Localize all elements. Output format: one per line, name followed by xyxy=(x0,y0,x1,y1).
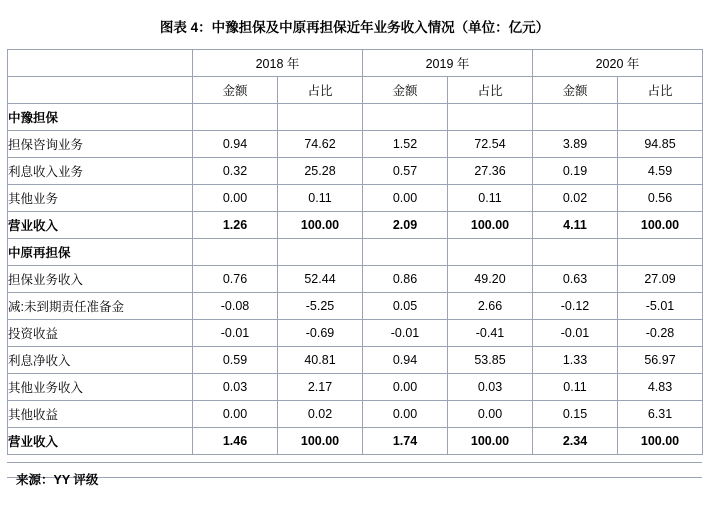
row-value: 2.17 xyxy=(278,374,363,401)
row-value: 1.52 xyxy=(363,131,448,158)
header-share-2020: 占比 xyxy=(618,77,703,104)
row-value: 0.03 xyxy=(448,374,533,401)
row-label: 其他收益 xyxy=(8,401,193,428)
table-header-years xyxy=(8,50,703,77)
section-blank-cell xyxy=(193,239,278,266)
row-value: 40.81 xyxy=(278,347,363,374)
header-year-2020: 2020 年 xyxy=(533,50,703,77)
row-value: 0.00 xyxy=(363,401,448,428)
row-value: 0.57 xyxy=(363,158,448,185)
row-label: 投资收益 xyxy=(8,320,193,347)
row-value: 94.85 xyxy=(618,131,703,158)
header-corner-cell xyxy=(8,50,193,77)
row-value: 27.36 xyxy=(448,158,533,185)
row-value: 100.00 xyxy=(618,212,703,239)
header-amount-2019: 金额 xyxy=(363,77,448,104)
section-blank-cell xyxy=(363,104,448,131)
row-value: 100.00 xyxy=(448,428,533,455)
row-value: 49.20 xyxy=(448,266,533,293)
row-value: 1.26 xyxy=(193,212,278,239)
row-value: -5.01 xyxy=(618,293,703,320)
row-value: 2.34 xyxy=(533,428,618,455)
section-blank-cell xyxy=(193,104,278,131)
row-value: 2.09 xyxy=(363,212,448,239)
table-row xyxy=(8,158,703,185)
row-value: 52.44 xyxy=(278,266,363,293)
row-value: 0.02 xyxy=(533,185,618,212)
table-row xyxy=(8,347,703,374)
row-value: 0.00 xyxy=(193,401,278,428)
row-value: -0.12 xyxy=(533,293,618,320)
section-header-row xyxy=(8,104,703,131)
row-value: 74.62 xyxy=(278,131,363,158)
row-value: -5.25 xyxy=(278,293,363,320)
section-blank-cell xyxy=(618,104,703,131)
row-value: 25.28 xyxy=(278,158,363,185)
row-value: 0.11 xyxy=(533,374,618,401)
row-value: 100.00 xyxy=(278,212,363,239)
row-label: 利息收入业务 xyxy=(8,158,193,185)
row-value: 0.63 xyxy=(533,266,618,293)
row-label: 营业收入 xyxy=(8,428,193,455)
row-value: 0.86 xyxy=(363,266,448,293)
row-value: 1.33 xyxy=(533,347,618,374)
page-title: 图表 4：中豫担保及中原再担保近年业务收入情况（单位：亿元） xyxy=(159,20,550,35)
row-value: 0.94 xyxy=(193,131,278,158)
section-blank-cell xyxy=(363,239,448,266)
row-value: 72.54 xyxy=(448,131,533,158)
row-value: -0.28 xyxy=(618,320,703,347)
row-value: -0.08 xyxy=(193,293,278,320)
table-row-total xyxy=(8,212,703,239)
row-value: 0.32 xyxy=(193,158,278,185)
row-value: 0.00 xyxy=(363,374,448,401)
header-corner-cell-2 xyxy=(8,77,193,104)
row-value: 2.66 xyxy=(448,293,533,320)
header-share-2019: 占比 xyxy=(448,77,533,104)
header-amount-2020: 金额 xyxy=(533,77,618,104)
row-value: -0.69 xyxy=(278,320,363,347)
row-value: 0.02 xyxy=(278,401,363,428)
row-value: 100.00 xyxy=(448,212,533,239)
row-label: 其他业务收入 xyxy=(8,374,193,401)
row-value: 3.89 xyxy=(533,131,618,158)
header-amount-2018: 金额 xyxy=(193,77,278,104)
row-value: 4.83 xyxy=(618,374,703,401)
table-row xyxy=(8,293,703,320)
row-value: 0.00 xyxy=(448,401,533,428)
row-value: 1.74 xyxy=(363,428,448,455)
income-table xyxy=(7,49,703,455)
section-blank-cell xyxy=(448,104,533,131)
table-row xyxy=(8,401,703,428)
table-row xyxy=(8,320,703,347)
row-value: 0.19 xyxy=(533,158,618,185)
table-row xyxy=(8,266,703,293)
header-year-2018: 2018 年 xyxy=(193,50,363,77)
row-value: 56.97 xyxy=(618,347,703,374)
table-row xyxy=(8,374,703,401)
header-share-2018: 占比 xyxy=(278,77,363,104)
row-value: 0.05 xyxy=(363,293,448,320)
section-blank-cell xyxy=(533,104,618,131)
row-value: 100.00 xyxy=(618,428,703,455)
row-label: 担保业务收入 xyxy=(8,266,193,293)
table-header-metrics xyxy=(8,77,703,104)
row-value: -0.41 xyxy=(448,320,533,347)
header-year-2019: 2019 年 xyxy=(363,50,533,77)
table-row xyxy=(8,185,703,212)
row-value: 0.00 xyxy=(193,185,278,212)
section-blank-cell xyxy=(533,239,618,266)
section-blank-cell xyxy=(278,104,363,131)
row-value: 27.09 xyxy=(618,266,703,293)
row-value: -0.01 xyxy=(193,320,278,347)
table-row-total xyxy=(8,428,703,455)
table-row xyxy=(8,131,703,158)
row-value: 6.31 xyxy=(618,401,703,428)
row-value: 0.76 xyxy=(193,266,278,293)
row-value: 0.56 xyxy=(618,185,703,212)
row-value: -0.01 xyxy=(363,320,448,347)
section-blank-cell xyxy=(448,239,533,266)
row-label: 利息净收入 xyxy=(8,347,193,374)
section-header-row xyxy=(8,239,703,266)
row-value: 0.15 xyxy=(533,401,618,428)
row-value: 0.59 xyxy=(193,347,278,374)
row-value: 4.11 xyxy=(533,212,618,239)
row-value: 0.03 xyxy=(193,374,278,401)
row-value: 0.11 xyxy=(278,185,363,212)
row-value: 100.00 xyxy=(278,428,363,455)
row-value: 53.85 xyxy=(448,347,533,374)
row-label: 减:未到期责任准备金 xyxy=(8,293,193,320)
section-title: 中原再担保 xyxy=(8,239,193,266)
row-value: 0.00 xyxy=(363,185,448,212)
row-label: 担保咨询业务 xyxy=(8,131,193,158)
section-blank-cell xyxy=(278,239,363,266)
row-value: 4.59 xyxy=(618,158,703,185)
row-value: -0.01 xyxy=(533,320,618,347)
source-note: 来源：YY 评级 xyxy=(7,462,702,478)
row-value: 0.94 xyxy=(363,347,448,374)
row-label: 其他业务 xyxy=(8,185,193,212)
section-title: 中豫担保 xyxy=(8,104,193,131)
row-label: 营业收入 xyxy=(8,212,193,239)
section-blank-cell xyxy=(618,239,703,266)
row-value: 0.11 xyxy=(448,185,533,212)
row-value: 1.46 xyxy=(193,428,278,455)
